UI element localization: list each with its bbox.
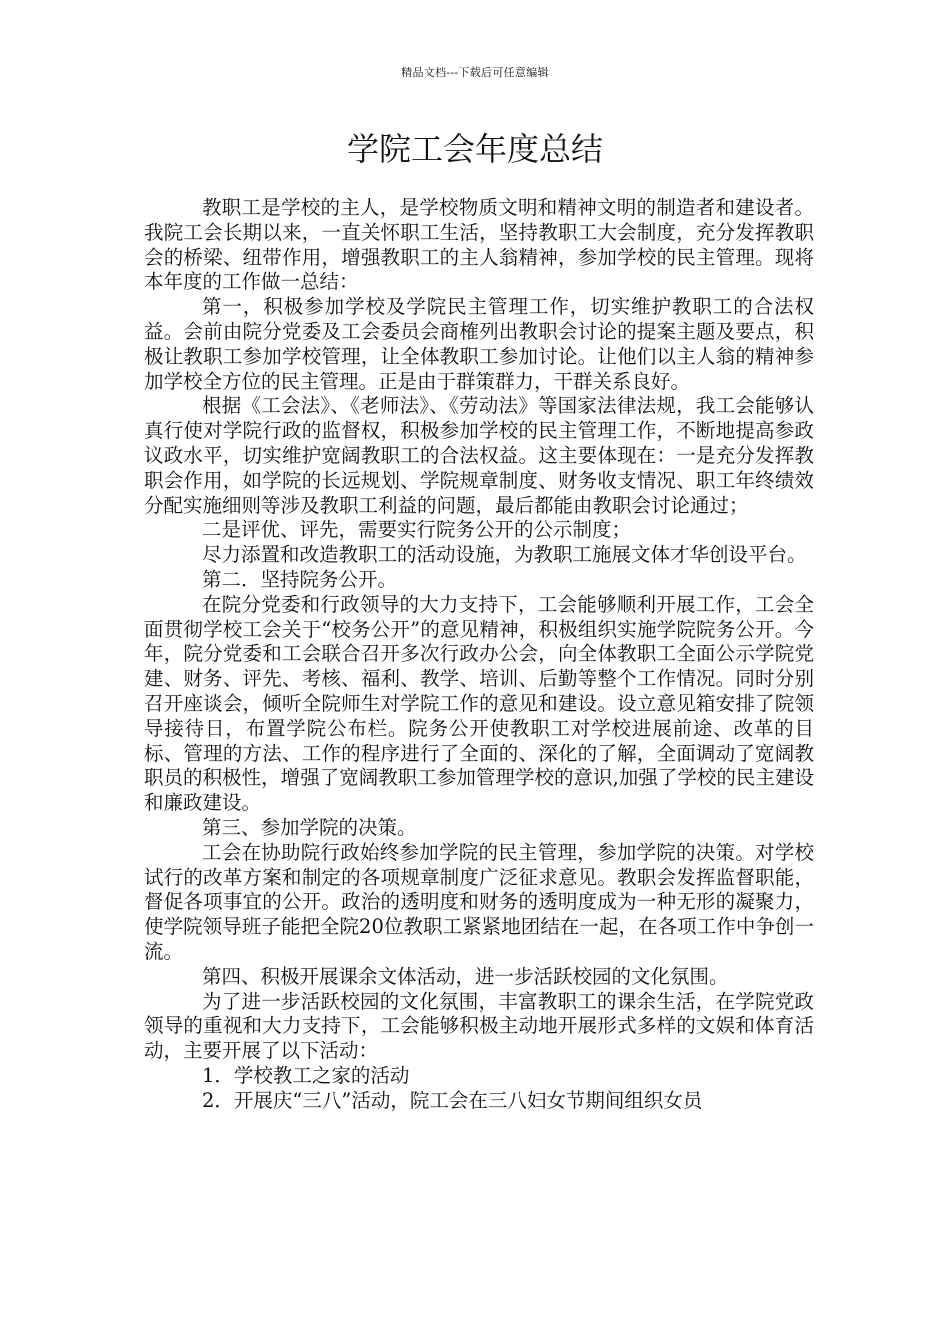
body-paragraph: 二是评优、评先，需要实行院务公开的公示制度； (202, 518, 632, 542)
body-paragraph: 为了进一步活跃校园的文化氛围，丰富教职工的课余生活，在学院党政领导的重视和大力支持下，工会能够积极主动地开展形式多样的文娱和体育活动，主要开展了以下活动： (144, 989, 814, 1063)
list-item: 2．开展庆“三八”活动，院工会在三八妇女节期间组织女员 (202, 1088, 703, 1112)
section-heading: 第三、参加学院的决策。 (202, 815, 417, 839)
document-body (144, 196, 814, 1113)
body-paragraph: 根据《工会法》、《老师法》、《劳动法》等国家法律法规，我工会能够认真行使对学院行政的监督权，积极参加学校的民主管理工作，不断地提高参政议政水平，切实维护宽阔教职工的合法权益。这主要体现在：一是充分发挥教职会作用，如学院的长远规划、学院规章制度、财务收支情况、职工年终绩效分配实施细则等涉及教职工利益的问题，最后都能由教职会讨论通过； (144, 394, 814, 517)
list-item: 1．学校教工之家的活动 (202, 1063, 410, 1087)
section-heading: 第四、积极开展课余文体活动，进一步活跃校园的文化氛围。 (202, 964, 729, 988)
section-heading: 第二．坚持院务公开。 (202, 567, 398, 591)
body-paragraph: 尽力添置和改造教职工的活动设施，为教职工施展文体才华创设平台。 (202, 543, 807, 567)
body-paragraph: 第一，积极参加学校及学院民主管理工作，切实维护教职工的合法权益。会前由院分党委及工会委员会商榷列出教职会讨论的提案主题及要点，积极让教职工参加学校管理，让全体教职工参加讨论。让他们以主人翁的精神参加学校全方位的民主管理。正是由于群策群力，干群关系良好。 (144, 295, 814, 393)
body-paragraph: 工会在协助院行政始终参加学院的民主管理，参加学院的决策。对学校试行的改革方案和制定的各项规章制度广泛征求意见。教职会发挥监督职能，督促各项事宜的公开。政治的透明度和财务的透明度成为一种无形的凝聚力，使学院领导班子能把全院20位教职工紧紧地团结在一起，在各项工作中争创一流。 (144, 840, 814, 963)
body-paragraph: 教职工是学校的主人，是学校物质文明和精神文明的制造者和建设者。我院工会长期以来，一直关怀职工生活，坚持教职工大会制度，充分发挥教职会的桥梁、纽带作用，增强教职工的主人翁精神，参加学校的民主管理。现将本年度的工作做一总结： (144, 196, 814, 294)
header-note: 精品文档---下载后可任意编辑 (401, 66, 549, 79)
body-paragraph: 在院分党委和行政领导的大力支持下，工会能够顺利开展工作，工会全面贯彻学校工会关于“校务公开”的意见精神，积极组织实施学院院务公开。今年，院分党委和工会联合召开多次行政办公会，向全体教职工全面公示学院党建、财务、评先、考核、福利、教学、培训、后勤等整个工作情况。同时分别召开座谈会，倾听全院师生对学院工作的意见和建设。设立意见箱安排了院领导接待日，布置学院公布栏。院务公开使教职工对学校进展前途、改革的目标、管理的方法、工作的程序进行了全面的、深化的了解，全面调动了宽阔教职员的积极性，增强了宽阔教职工参加管理学校的意识,加强了学校的民主建设和廉政建设。 (144, 592, 814, 815)
document-title: 学院工会年度总结 (346, 130, 603, 168)
